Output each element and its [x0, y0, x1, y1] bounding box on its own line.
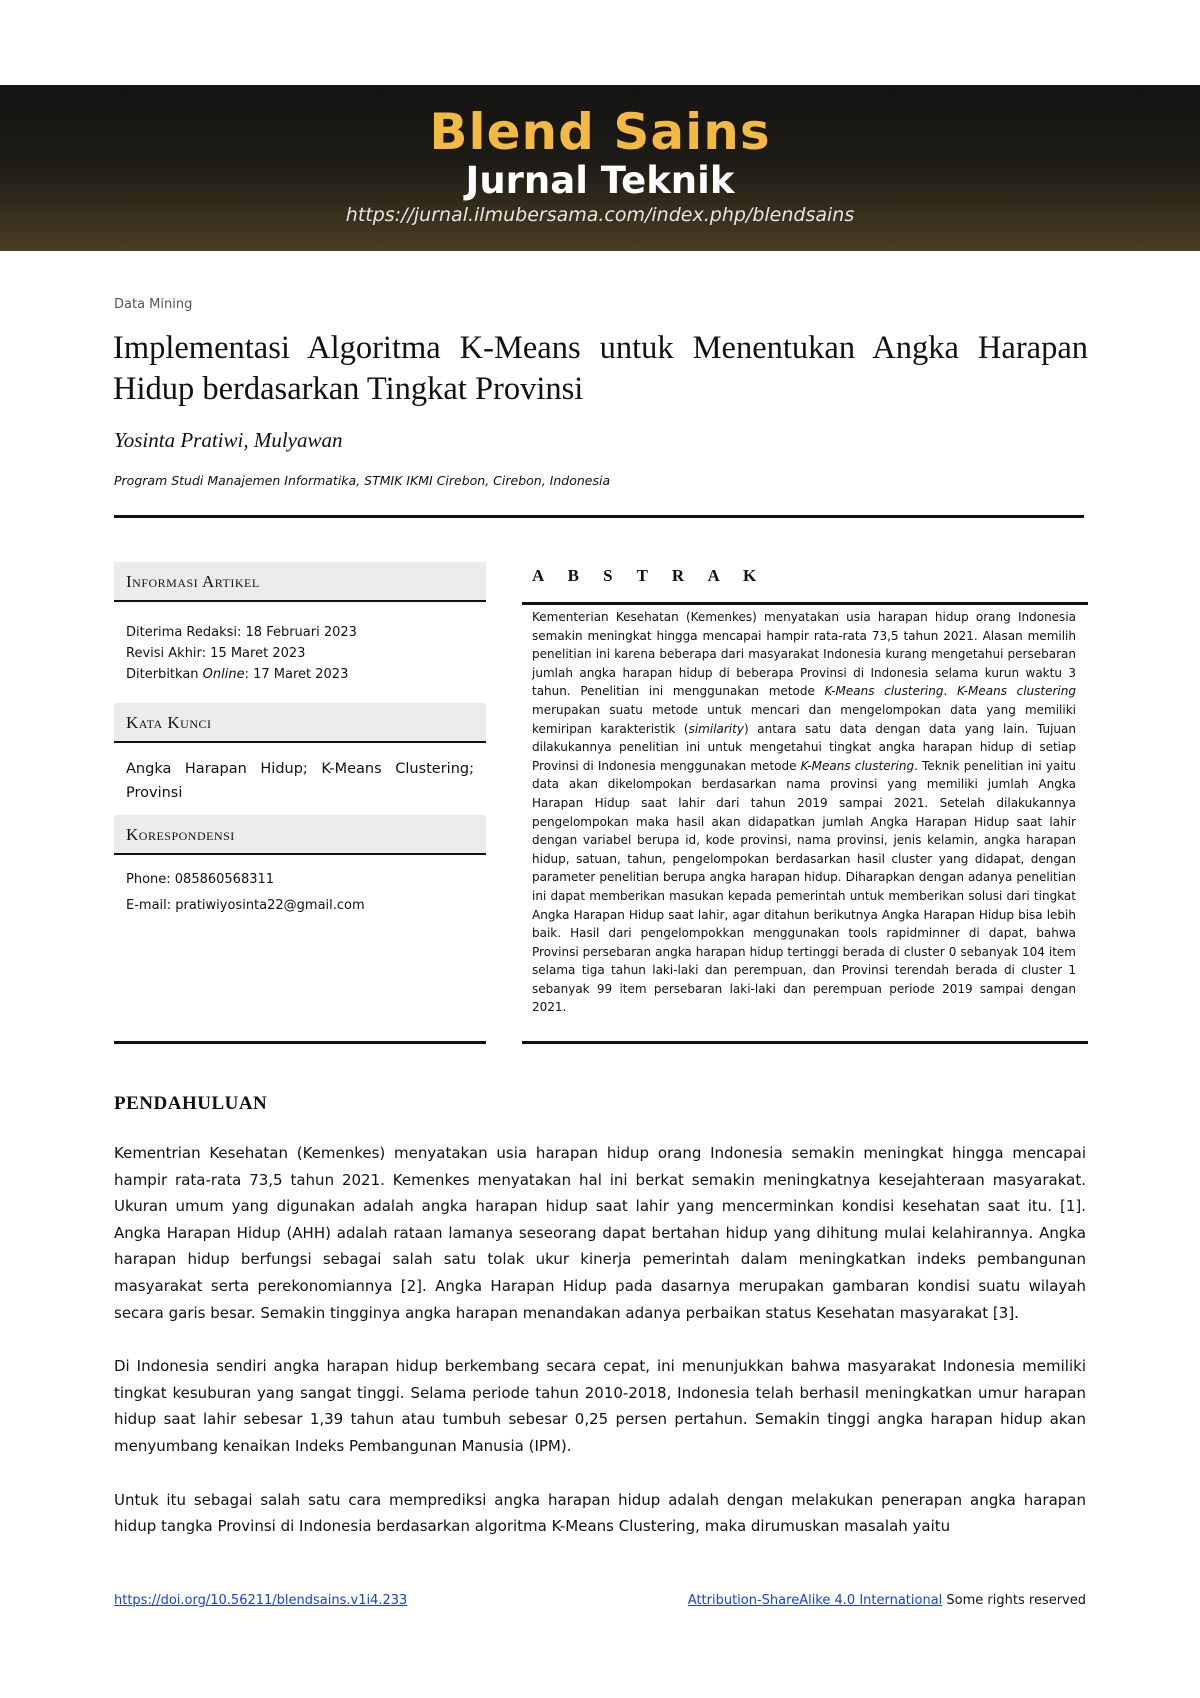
- journal-subtitle: Jurnal Teknik: [465, 159, 735, 202]
- abstract-part: merupakan suatu metode untuk mencari dan mengelompokan data yang memiliki kemiripan karakteristik (: [532, 702, 1076, 736]
- info-dates: [114, 602, 486, 703]
- article-category: Data Mining: [114, 297, 193, 312]
- abstract-heading: A B S T R A K: [532, 566, 767, 585]
- abstract-top-rule: [522, 602, 1088, 605]
- abstract-term: K-Means clustering: [957, 684, 1076, 699]
- license-footer: [688, 1593, 1086, 1608]
- abstract-term: K-Means clustering: [800, 758, 915, 773]
- keywords-text: Angka Harapan Hidup; K-Means Clustering; Provinsi: [126, 761, 474, 801]
- doi-link[interactable]: https://doi.org/10.56211/blendsains.v1i4.233: [114, 1593, 408, 1608]
- abstract-part: .: [943, 684, 957, 699]
- article-info-column: [114, 562, 486, 937]
- intro-paragraph: Untuk itu sebagai salah satu cara memprediksi angka harapan hidup adalah dengan melakukan penerapan angka harapan hidup tangka Provinsi di Indonesia berdasarkan algoritma K-Means Clustering, maka dirumuskan masalah yaitu: [114, 1490, 1086, 1536]
- abstract-text: [532, 608, 1076, 1017]
- rights-text: Some rights reserved: [942, 1593, 1086, 1608]
- email[interactable]: E-mail: pratiwiyosinta22@gmail.com: [126, 898, 365, 913]
- abstract-term: similarity: [688, 721, 744, 736]
- article-title: Implementasi Algoritma K-Means untuk Menentukan Angka Harapan Hidup berdasarkan Tingkat Provinsi: [113, 330, 1088, 407]
- received-date: Diterima Redaksi: 18 Februari 2023: [126, 625, 357, 640]
- abstract-part: . Teknik penelitian ini yaitu data akan dikelompokan berdasarkan nama provinsi yang memiliki jumlah Angka Harapan Hidup saat lahir dari tahun 2019 sampai 2021. Setelah dilakukannya pengelompokan maka hasil akan didapatkan jumlah Angka Harapan Hidup saat lahir dengan variabel berupa id, kode provinsi, nama provinsi, jenis kelamin, angka harapan hidup, satuan, tahun, pengelompokan berdasarkan hasil cluster yang didapat, dengan parameter penelitian berupa angka harapan hidup. Diharapkan dengan adanya penelitian ini dapat memberikan masukan kepada pemerintah untuk memberikan solusi dari tingkat Angka Harapan Hidup saat lahir, agar ditahun berikutnya Angka Harapan Hidup bisa lebih baik. Hasil dari pengelompokkan menggunakan tools rapidminner di dapat, bahwa Provinsi persebaran angka harapan hidup tertinggi berada di cluster 0 sebanyak 104 item selama tiga tahun laki-laki dan perempuan, dan Provinsi terendah berada di cluster 1 sebanyak 99 item persebaran laki-laki dan perempuan periode 2019 sampai dengan 2021.: [532, 758, 1076, 1015]
- license-link[interactable]: Attribution-ShareAlike 4.0 International: [687, 1593, 943, 1608]
- keywords-heading: Kata Kunci: [114, 703, 486, 743]
- published-date: [126, 664, 474, 685]
- published-prefix: Diterbitkan: [126, 667, 203, 682]
- revised-date: Revisi Akhir: 15 Maret 2023: [126, 646, 306, 661]
- section-heading-pendahuluan: PENDAHULUAN: [114, 1093, 268, 1114]
- journal-brand: Blend Sains: [429, 103, 771, 161]
- info-heading: Informasi Artikel: [114, 562, 486, 602]
- abstract-bottom-rule: [522, 1041, 1088, 1044]
- phone: Phone: 085860568311: [126, 872, 275, 887]
- article-authors: Yosinta Pratiwi, Mulyawan: [114, 428, 343, 452]
- published-online: Online: [202, 667, 245, 682]
- info-bottom-rule: [114, 1041, 486, 1044]
- abstract-term: K-Means clustering: [824, 684, 944, 699]
- abstract-part: Kementerian Kesehatan (Kemenkes) menyatakan usia harapan hidup orang Indonesia semakin meningkat hingga mencapai hampir rata-rata 73,5 tahun 2021. Alasan memilih penelitian ini karena beberapa dari masyarakat Indonesia kurang mengetahui persebaran jumlah angka harapan hidup di beberapa Provinsi di Indonesia selama kurun waktu 3 tahun. Penelitian ini menggunakan metode: [532, 610, 1076, 699]
- article-affiliation: Program Studi Manajemen Informatika, STMIK IKMI Cirebon, Cirebon, Indonesia: [114, 473, 611, 488]
- intro-paragraph: Kementrian Kesehatan (Kemenkes) menyatakan usia harapan hidup orang Indonesia semakin meningkat hingga mencapai hampir rata-rata 73,5 tahun 2021. Kemenkes menyatakan hal ini berkat semakin meningkatnya kesejahteraan masyarakat. Ukuran umum yang digunakan adalah angka harapan hidup saat lahir yang mencerminkan kondisi kesehatan saat itu. [1]. Angka Harapan Hidup (AHH) adalah rataan lamanya seseorang dapat bertahan hidup yang dihitung mulai kelahirannya. Angka harapan hidup berfungsi sebagai salah satu tolak ukur kinerja pemerintah dalam meningkatkan indeks pembangunan masyarakat serta perekonomiannya [2]. Angka Harapan Hidup pada dasarnya merupakan gambaran kondisi suatu wilayah secara garis besar. Semakin tingginya angka harapan menandakan adanya perbaikan status Kesehatan masyarakat [3].: [114, 1144, 1086, 1322]
- published-suffix: : 17 Maret 2023: [244, 667, 349, 682]
- abstract-part: ) antara satu data dengan data yang lain. Tujuan dilakukannya penelitian ini untuk mengetahui tingkat angka harapan hidup di setiap Provinsi di Indonesia menggunakan metode: [532, 721, 1076, 773]
- journal-banner: [0, 85, 1200, 251]
- journal-url[interactable]: https://jurnal.ilmubersama.com/index.php/blendsains: [345, 204, 855, 226]
- intro-body: [114, 1140, 1086, 1567]
- correspondence-details: [114, 855, 486, 937]
- header-divider: [114, 515, 1084, 518]
- intro-paragraph: Di Indonesia sendiri angka harapan hidup berkembang secara cepat, ini menunjukkan bahwa masyarakat Indonesia memiliki tingkat kesuburan yang sangat tinggi. Selama periode tahun 2010-2018, Indonesia telah berhasil meningkatkan umur harapan hidup saat lahir sebesar 1,39 tahun atau tumbuh sebesar 0,25 persen pertahun. Semakin tinggi angka harapan hidup akan menyumbang kenaikan Indeks Pembangunan Manusia (IPM).: [114, 1357, 1086, 1455]
- correspondence-heading: Korespondensi: [114, 815, 486, 855]
